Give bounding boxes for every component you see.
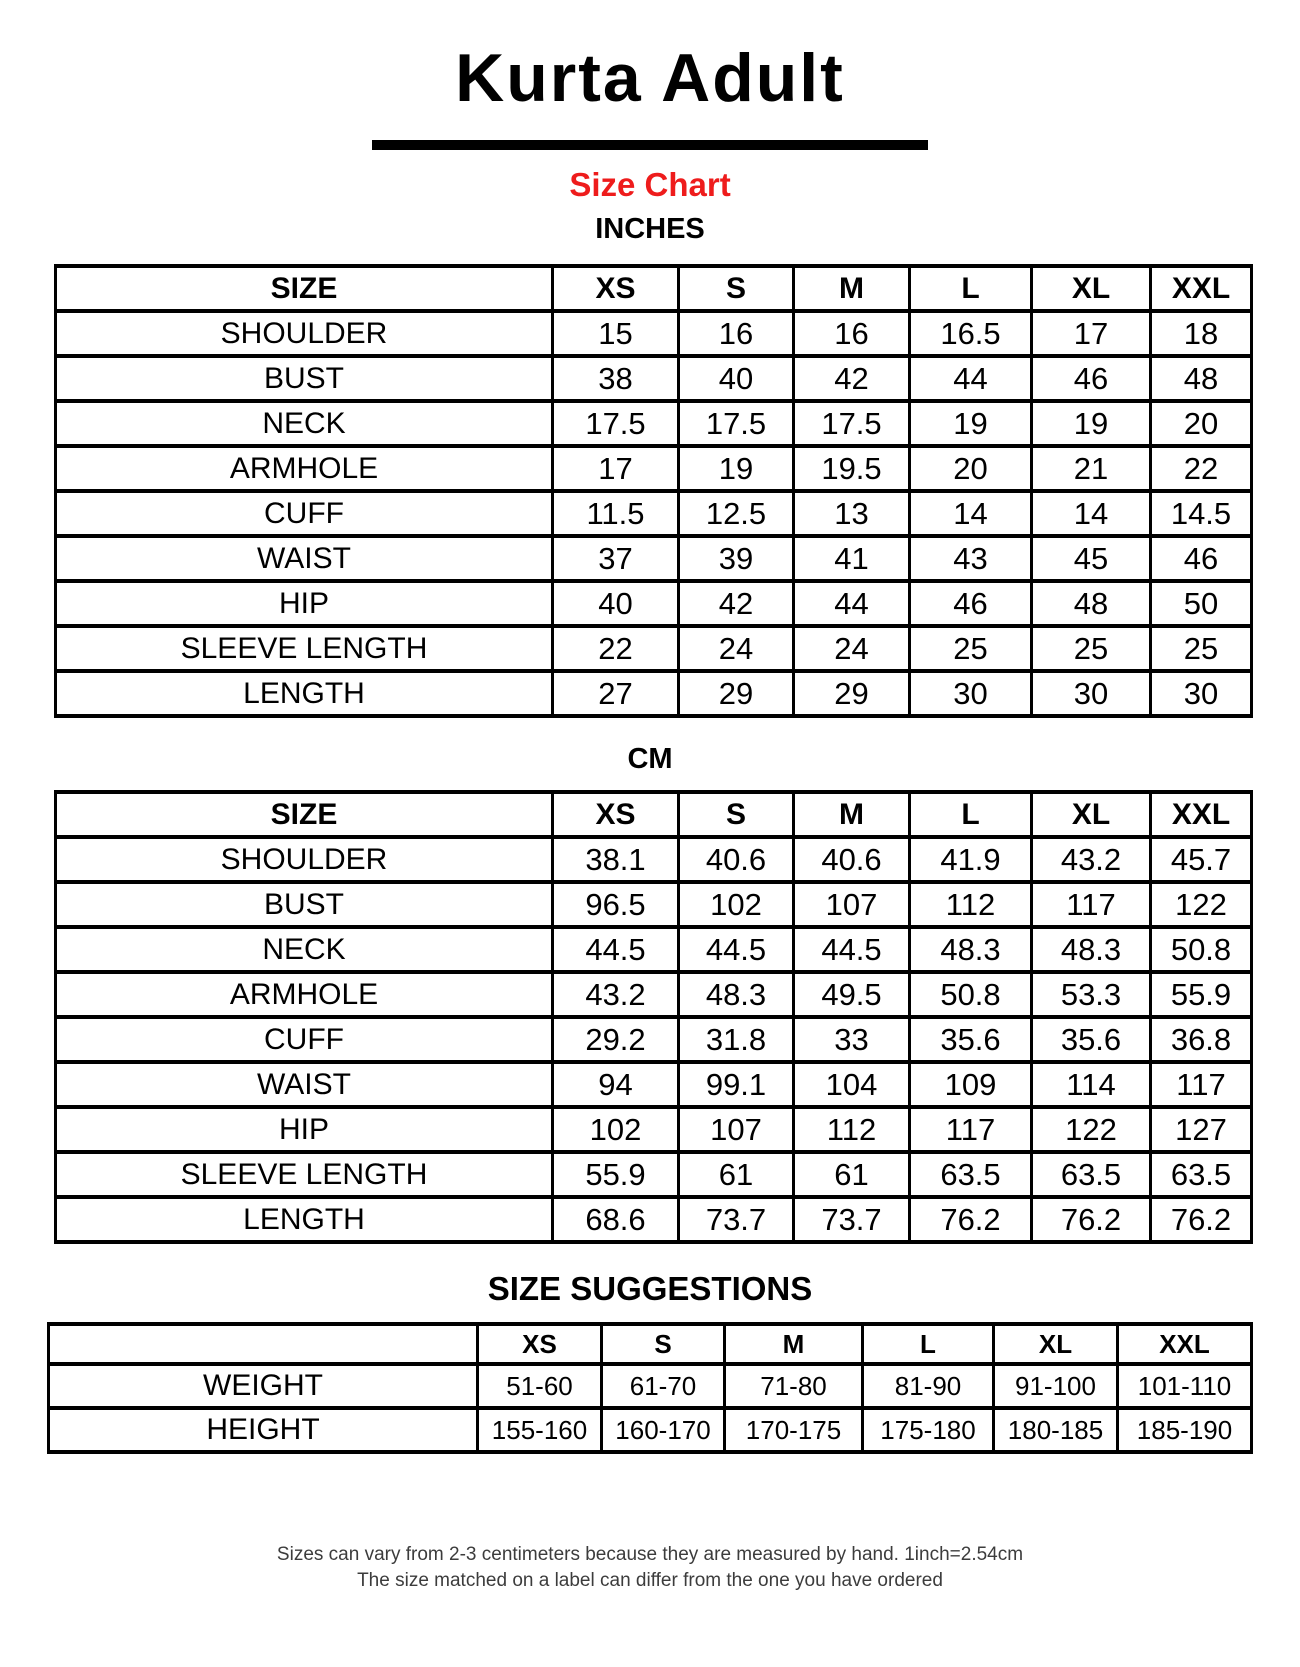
row-label: WEIGHT [49,1364,478,1408]
value-cell: 30 [1032,671,1151,716]
table-row [49,1364,1252,1408]
size-column-header: S [679,792,794,837]
table-row [56,356,1252,401]
size-suggestions-table [47,1322,1253,1454]
value-cell: 20 [910,446,1032,491]
cm-table [54,790,1253,1244]
table-row [56,536,1252,581]
value-cell: 71-80 [725,1364,863,1408]
value-cell: 73.7 [794,1197,910,1242]
value-cell: 24 [794,626,910,671]
value-cell: 99.1 [679,1062,794,1107]
value-cell: 73.7 [679,1197,794,1242]
value-cell: 14 [1032,491,1151,536]
value-cell: 44.5 [794,927,910,972]
value-cell: 44 [910,356,1032,401]
size-column-header: S [679,266,794,311]
value-cell: 107 [679,1107,794,1152]
value-cell: 155-160 [478,1408,602,1452]
value-cell: 18 [1151,311,1252,356]
value-cell: 117 [1032,882,1151,927]
value-cell: 41 [794,536,910,581]
value-cell: 44.5 [553,927,679,972]
value-cell: 17.5 [794,401,910,446]
value-cell: 24 [679,626,794,671]
size-column-header: M [794,792,910,837]
value-cell: 35.6 [910,1017,1032,1062]
value-cell: 14 [910,491,1032,536]
value-cell: 61 [679,1152,794,1197]
size-suggestions-heading: SIZE SUGGESTIONS [487,1270,813,1307]
row-label: ARMHOLE [56,446,553,491]
header-row [56,266,1252,311]
value-cell: 39 [679,536,794,581]
value-cell: 17 [553,446,679,491]
row-label: WAIST [56,536,553,581]
value-cell: 15 [553,311,679,356]
value-cell: 180-185 [994,1408,1118,1452]
row-label: SLEEVE LENGTH [56,626,553,671]
header-row [49,1324,1252,1364]
value-cell: 91-100 [994,1364,1118,1408]
value-cell: 31.8 [679,1017,794,1062]
size-column-header: XXL [1151,266,1252,311]
table-row [56,1197,1252,1242]
value-cell: 16.5 [910,311,1032,356]
value-cell: 20 [1151,401,1252,446]
subtitle: Size Chart [569,166,731,203]
header-row [56,792,1252,837]
value-cell: 51-60 [478,1364,602,1408]
size-column-header: XS [478,1324,602,1364]
table-row [56,671,1252,716]
value-cell: 21 [1032,446,1151,491]
size-column-header: L [910,266,1032,311]
value-cell: 38.1 [553,837,679,882]
value-cell: 46 [910,581,1032,626]
footer-note [0,1542,1300,1594]
value-cell: 109 [910,1062,1032,1107]
value-cell: 41.9 [910,837,1032,882]
value-cell: 45 [1032,536,1151,581]
value-cell: 27 [553,671,679,716]
size-column-header: XL [994,1324,1118,1364]
value-cell: 63.5 [910,1152,1032,1197]
row-label: BUST [56,882,553,927]
size-column-header: XL [1032,266,1151,311]
value-cell: 117 [1151,1062,1252,1107]
value-cell: 107 [794,882,910,927]
size-column-header: XS [553,792,679,837]
value-cell: 17.5 [553,401,679,446]
size-column-header: S [602,1324,725,1364]
value-cell: 42 [794,356,910,401]
value-cell: 63.5 [1151,1152,1252,1197]
value-cell: 50.8 [1151,927,1252,972]
size-column-header: XL [1032,792,1151,837]
value-cell: 122 [1032,1107,1151,1152]
value-cell: 63.5 [1032,1152,1151,1197]
row-label-header: SIZE [56,266,553,311]
value-cell: 122 [1151,882,1252,927]
value-cell: 46 [1032,356,1151,401]
row-label: BUST [56,356,553,401]
value-cell: 25 [1151,626,1252,671]
cm-heading: CM [627,743,673,775]
table-row [56,626,1252,671]
value-cell: 33 [794,1017,910,1062]
size-column-header: XS [553,266,679,311]
value-cell: 37 [553,536,679,581]
value-cell: 55.9 [1151,972,1252,1017]
value-cell: 40 [679,356,794,401]
table-row [56,1152,1252,1197]
value-cell: 185-190 [1118,1408,1252,1452]
value-cell: 13 [794,491,910,536]
size-column-header: L [863,1324,994,1364]
value-cell: 50.8 [910,972,1032,1017]
value-cell: 55.9 [553,1152,679,1197]
value-cell: 16 [679,311,794,356]
value-cell: 96.5 [553,882,679,927]
value-cell: 12.5 [679,491,794,536]
table-row [49,1408,1252,1452]
value-cell: 76.2 [1032,1197,1151,1242]
value-cell: 22 [553,626,679,671]
value-cell: 68.6 [553,1197,679,1242]
value-cell: 81-90 [863,1364,994,1408]
value-cell: 36.8 [1151,1017,1252,1062]
value-cell: 40.6 [679,837,794,882]
value-cell: 35.6 [1032,1017,1151,1062]
row-label: NECK [56,401,553,446]
value-cell: 117 [910,1107,1032,1152]
value-cell: 30 [1151,671,1252,716]
value-cell: 53.3 [1032,972,1151,1017]
value-cell: 29 [679,671,794,716]
size-column-header: XXL [1151,792,1252,837]
row-label: HIP [56,581,553,626]
value-cell: 17 [1032,311,1151,356]
value-cell: 61 [794,1152,910,1197]
value-cell: 22 [1151,446,1252,491]
value-cell: 46 [1151,536,1252,581]
row-label: LENGTH [56,671,553,716]
table-row [56,446,1252,491]
row-label: LENGTH [56,1197,553,1242]
value-cell: 45.7 [1151,837,1252,882]
value-cell: 104 [794,1062,910,1107]
value-cell: 112 [910,882,1032,927]
value-cell: 19.5 [794,446,910,491]
table-row [56,1107,1252,1152]
value-cell: 76.2 [910,1197,1032,1242]
value-cell: 48 [1151,356,1252,401]
row-label: CUFF [56,1017,553,1062]
row-label: HEIGHT [49,1408,478,1452]
value-cell: 114 [1032,1062,1151,1107]
page-title: Kurta Adult [455,40,845,116]
value-cell: 61-70 [602,1364,725,1408]
value-cell: 76.2 [1151,1197,1252,1242]
row-label-header: SIZE [56,792,553,837]
table-row [56,927,1252,972]
value-cell: 44.5 [679,927,794,972]
table-row [56,882,1252,927]
table-row [56,581,1252,626]
value-cell: 43 [910,536,1032,581]
value-cell: 42 [679,581,794,626]
value-cell: 44 [794,581,910,626]
value-cell: 102 [553,1107,679,1152]
value-cell: 40 [553,581,679,626]
value-cell: 43.2 [1032,837,1151,882]
value-cell: 38 [553,356,679,401]
value-cell: 19 [1032,401,1151,446]
value-cell: 170-175 [725,1408,863,1452]
table-row [56,1062,1252,1107]
value-cell: 160-170 [602,1408,725,1452]
value-cell: 175-180 [863,1408,994,1452]
row-label: CUFF [56,491,553,536]
table-row [56,972,1252,1017]
title-underline [372,140,928,150]
table-row [56,491,1252,536]
size-column-header: XXL [1118,1324,1252,1364]
value-cell: 102 [679,882,794,927]
table-row [56,1017,1252,1062]
value-cell: 17.5 [679,401,794,446]
row-label: ARMHOLE [56,972,553,1017]
value-cell: 112 [794,1107,910,1152]
value-cell: 48 [1032,581,1151,626]
value-cell: 49.5 [794,972,910,1017]
value-cell: 14.5 [1151,491,1252,536]
value-cell: 19 [910,401,1032,446]
table-row [56,401,1252,446]
row-label: SLEEVE LENGTH [56,1152,553,1197]
size-column-header: L [910,792,1032,837]
value-cell: 94 [553,1062,679,1107]
value-cell: 50 [1151,581,1252,626]
row-label: NECK [56,927,553,972]
size-column-header: M [725,1324,863,1364]
value-cell: 127 [1151,1107,1252,1152]
value-cell: 43.2 [553,972,679,1017]
value-cell: 19 [679,446,794,491]
size-column-header: M [794,266,910,311]
value-cell: 11.5 [553,491,679,536]
value-cell: 48.3 [910,927,1032,972]
value-cell: 29 [794,671,910,716]
value-cell: 25 [1032,626,1151,671]
footer-note-line-2: The size matched on a label can differ from the one you have ordered [357,1570,943,1591]
value-cell: 40.6 [794,837,910,882]
value-cell: 29.2 [553,1017,679,1062]
row-label: SHOULDER [56,837,553,882]
value-cell: 48.3 [1032,927,1151,972]
row-label: WAIST [56,1062,553,1107]
row-label-header [49,1324,478,1364]
value-cell: 30 [910,671,1032,716]
inches-table [54,264,1253,718]
row-label: HIP [56,1107,553,1152]
table-row [56,837,1252,882]
row-label: SHOULDER [56,311,553,356]
inches-heading: INCHES [595,213,705,245]
value-cell: 25 [910,626,1032,671]
value-cell: 48.3 [679,972,794,1017]
table-row [56,311,1252,356]
value-cell: 16 [794,311,910,356]
footer-note-line-1: Sizes can vary from 2-3 centimeters because they are measured by hand. 1inch=2.54cm [276,1544,1024,1565]
value-cell: 101-110 [1118,1364,1252,1408]
